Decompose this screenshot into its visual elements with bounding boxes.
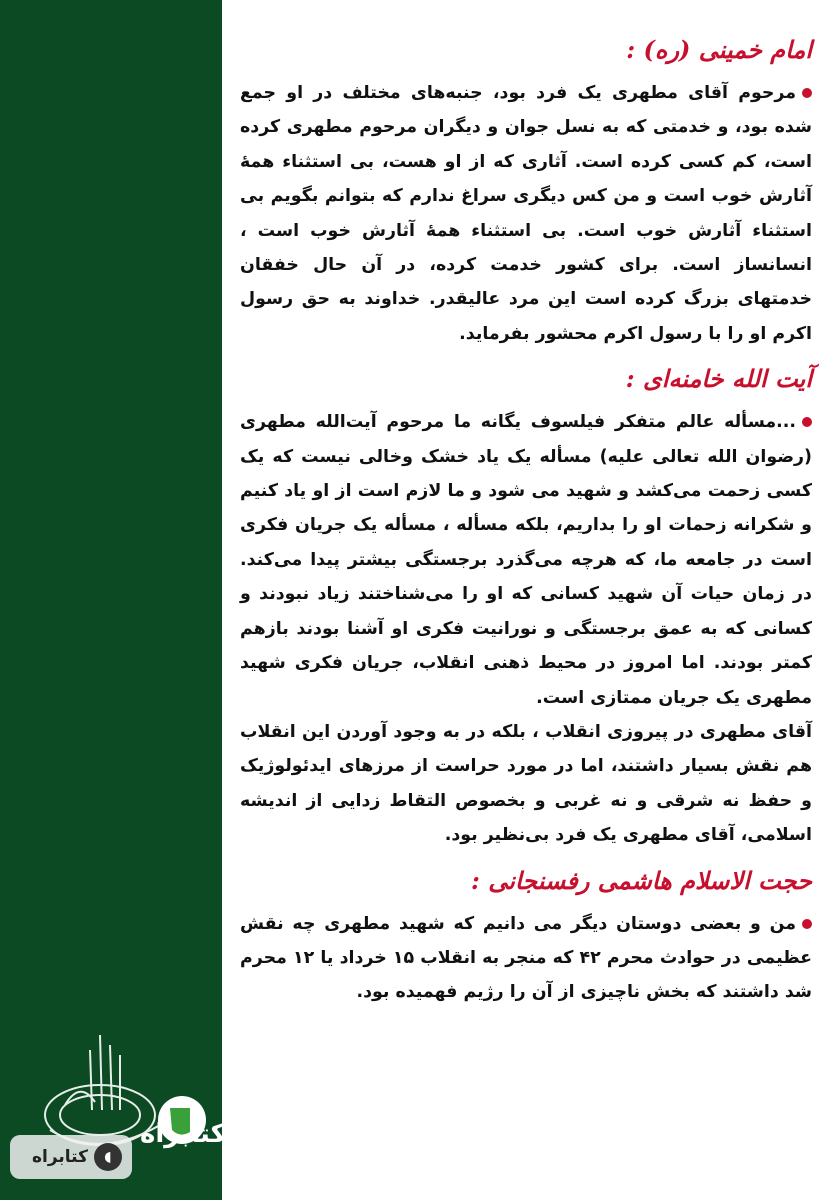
watermark-badge [10,1135,132,1179]
paragraph-text: من و بعضی دوستان دیگر می دانیم که شهید مطهری چه نقش عظیمی در حوادث محرم ۴۲ که منجر به انقلاب ۱۵ خرداد یا ۱۲ محرم شد داشتند که بخش ناچیزی از آن را رژیم فهمیده بود. [240,913,813,1003]
green-sidebar [0,0,226,1200]
bullet-icon [802,919,812,929]
section-heading: حجت الاسلام هاشمی رفسنجانی : [471,865,812,895]
section-paragraph: آقای مطهری در پیروزی انقلاب ، بلکه در به وجود آوردن این انقلاب هم نقش بسیار داشتند، اما در مورد حراست از مرزهای ایدئولوژیک و حفظ نه شرقی و نه غربی و بخصوص التقاط زدایی از اندیشه اسلامی، آقای مطهری یک فرد بی‌نظیر بود. [240,721,812,846]
article-content [240,30,812,1018]
bullet-icon [802,88,812,98]
watermark-text: کتابراه [31,1147,88,1167]
section-paragraph [240,907,812,1010]
section-paragraph [240,405,812,715]
section-khomeini [240,30,812,351]
section-khamenei [240,359,812,852]
section-heading: آیت الله خامنه‌ای : [625,364,812,394]
watermark-brand-text: کتابراه [140,1119,226,1149]
section-paragraph [240,76,812,351]
paragraph-text: مرحوم آقای مطهری یک فرد بود، جنبه‌های مختلف در او جمع شده بود، و خدمتی که به نسل جوان و دیگران مرحوم مطهری کرده است، کم کسی کرده است. آثاری که از او هست، بی استثناء همهٔ آثارش خوب است و من کس دیگری سراغ ندارم که بتوانم بگویم بی استثناء آثارش خوب است. بی استثناء همهٔ آثارش خوب است ، انسانساز است. برای کشور خدمت کرده، در آن حال خفقان خدمتهای بزرگ کرده است این مرد عالیقدر. خداوند به حق رسول اکرم او را با رسول اکرم محشور بفرماید. [240,83,812,344]
section-heading: امام خمینی (ره) : [626,35,812,64]
bullet-icon [802,417,812,427]
ketabrah-logo-icon: ◖ [94,1143,122,1171]
section-rafsanjani [240,861,812,1010]
paragraph-text: ...مسأله عالم متفکر فیلسوف یگانه ما مرحوم آیت‌الله مطهری (رضوان الله تعالی علیه) مسأله یک یاد خشک وخالی نیست که یک کسی زحمت می‌کشد و شهید می شود و ما لازم است از او یاد کنیم و شکرانه زحمات او را بداریم، بلکه مسأله ، مسأله یک جریان فکری است در جامعه ما، که هرچه می‌گذرد برجستگی بیشتر پیدا می‌کند. در زمان حیات آن شهید کسانی که او را می‌شناختند زیاد نبودند و کسانی که به عمق برجستگی و نورانیت فکری او آشنا بودند بازهم کمتر بودند. اما امروز در محیط ذهنی انقلاب، جریان فکری شهید مطهری یک جریان ممتازی است. [240,412,812,708]
